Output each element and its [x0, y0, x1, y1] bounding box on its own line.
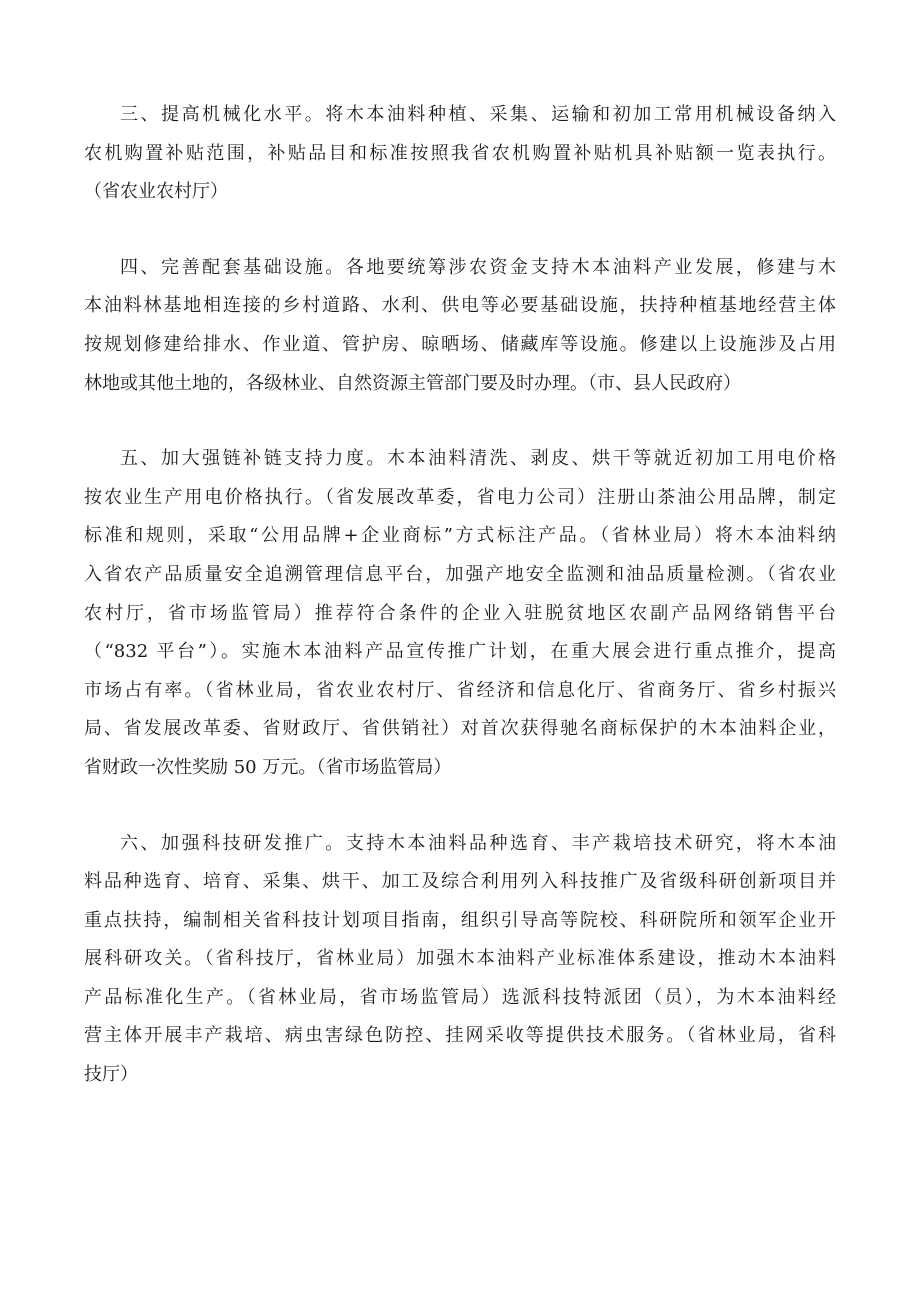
paragraph-infrastructure [84, 249, 836, 403]
text-line: 三、提高机械化水平。将木本油料种植、采集、运输和初加工常用机械设备纳入 [120, 104, 836, 125]
text-line: 五、加大强链补链支持力度。木本油料清洗、剥皮、烘干等就近初加工用电价格 [120, 448, 836, 470]
text-line: 市场占有率。（省林业局，省农业农村厅、省经济和信息化厅、省商务厅、省乡村振兴 [84, 679, 836, 701]
text-line: 展科研攻关。（省科技厅，省林业局）加强木本油料产业标准体系建设，推动木本油料 [84, 948, 836, 970]
text-line: 营主体开展丰产栽培、病虫害绿色防控、挂网采收等提供技术服务。（省林业局，省科 [84, 1025, 836, 1047]
text-line: 技厅） [84, 1064, 138, 1086]
document-body [84, 96, 836, 1095]
text-line: 局、省发展改革委、省财政厅、省供销社）对首次获得驰名商标保护的木本油料企业， [84, 718, 836, 740]
text-line: 标准和规则，采取“公用品牌+企业商标”方式标注产品。（省林业局）将木本油料纳 [84, 525, 836, 547]
text-line: 产品标准化生产。（省林业局，省市场监管局）选派科技特派团（员），为木本油料经 [84, 986, 836, 1008]
paragraph-research [84, 825, 836, 1095]
text-line: 六、加强科技研发推广。支持木本油料品种选育、丰产栽培技术研究，将木本油 [120, 832, 836, 854]
text-line: （“832 平台”）。实施木本油料产品宣传推广计划，在重大展会进行重点推介，提高 [84, 641, 836, 663]
text-line: 重点扶持，编制相关省科技计划项目指南，组织引导高等院校、科研院所和领军企业开 [84, 909, 836, 931]
text-line: 按规划修建给排水、作业道、管护房、晾晒场、储藏库等设施。修建以上设施涉及占用 [84, 333, 836, 355]
text-line: 四、完善配套基础设施。各地要统筹涉农资金支持木本油料产业发展，修建与木 [120, 256, 836, 278]
text-line: 按农业生产用电价格执行。（省发展改革委，省电力公司）注册山茶油公用品牌，制定 [84, 486, 836, 508]
text-line: 省财政一次性奖励 50 万元。（省市场监管局） [84, 756, 452, 778]
text-line: 农机购置补贴范围，补贴品目和标准按照我省农机购置补贴机具补贴额一览表执行。 [84, 142, 836, 164]
text-line: 林地或其他土地的，各级林业、自然资源主管部门要及时办理。（市、县人民政府） [84, 372, 741, 394]
text-line: （省农业农村厅） [84, 181, 228, 203]
text-line: 农村厅，省市场监管局）推荐符合条件的企业入驻脱贫地区农副产品网络销售平台 [84, 602, 836, 624]
paragraph-industry-chain [84, 440, 836, 787]
paragraph-mechanization [84, 96, 836, 212]
text-line: 料品种选育、培育、采集、烘干、加工及综合利用列入科技推广及省级科研创新项目并 [84, 871, 836, 893]
text-line: 入省农产品质量安全追溯管理信息平台，加强产地安全监测和油品质量检测。（省农业 [84, 563, 836, 585]
text-line: 本油料林基地相连接的乡村道路、水利、供电等必要基础设施，扶持种植基地经营主体 [84, 295, 836, 317]
